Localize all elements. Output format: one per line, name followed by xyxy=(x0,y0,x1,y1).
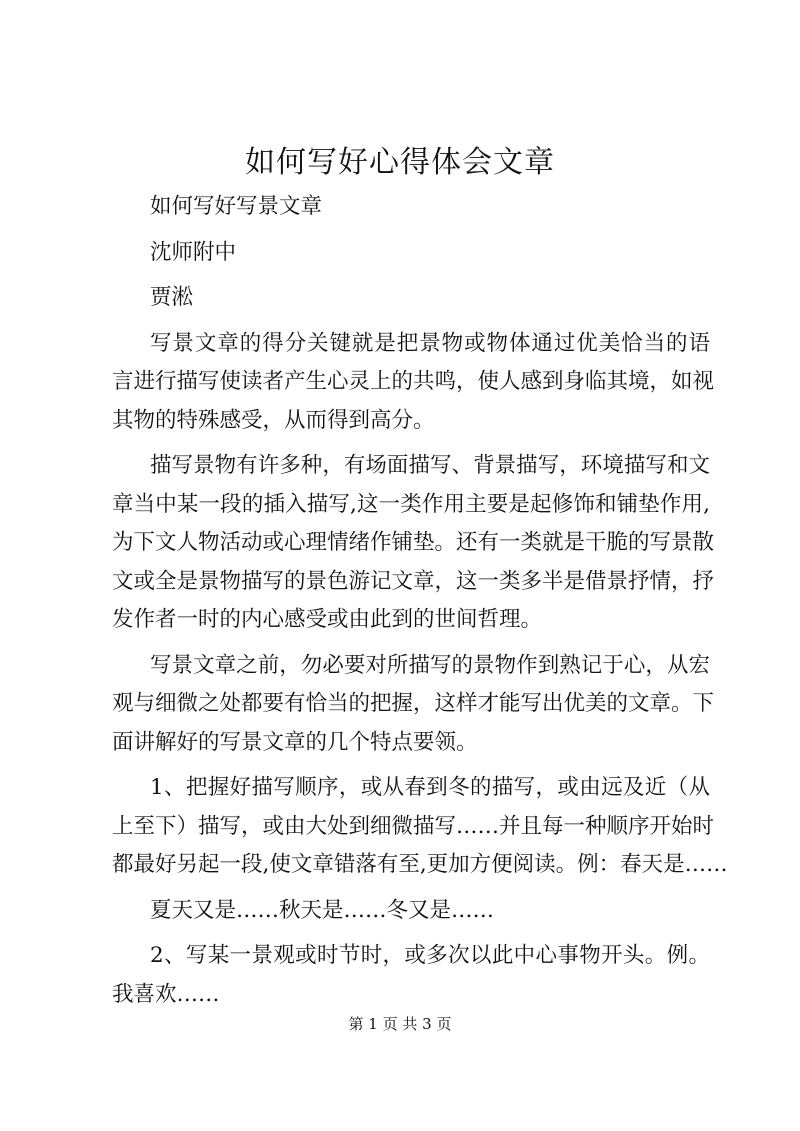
paragraph-line: 我喜欢…… xyxy=(112,981,220,1007)
document-body xyxy=(112,188,728,1014)
paragraph-line: 观与细微之处都要有恰当的把握，这样才能写出优美的文章。下 xyxy=(112,691,715,716)
page-footer: 第 1 页 共 3 页 xyxy=(348,1015,452,1033)
paragraph-3 xyxy=(112,647,715,763)
paragraph-line: 发作者一时的内心感受或由此到的世间哲理。 xyxy=(112,607,543,632)
paragraph-4 xyxy=(112,769,728,885)
paragraph-line: 夏天又是……秋天是……冬又是…… xyxy=(150,897,495,923)
paragraph-line: 写景文章的得分关键就是把景物或物体通过优美恰当的语 xyxy=(150,330,710,356)
paragraph-2 xyxy=(112,447,715,640)
document-title: 如何写好心得体会文章 xyxy=(245,145,555,180)
article-subtitle: 如何写好写景文章 xyxy=(150,194,323,219)
paragraph-line: 为下文人物活动或心理情绪作铺垫。还有一类就是干脆的写景散 xyxy=(112,530,715,555)
paragraph-line: 写景文章之前，勿必要对所描写的景物作到熟记于心，从宏 xyxy=(150,652,710,678)
paragraph-line: 都最好另起一段,使文章错落有至,更加方便阅读。例：春天是…… xyxy=(112,852,728,877)
paragraph-line: 文或全是景物描写的景色游记文章，这一类多半是借景抒情，抒 xyxy=(112,568,715,594)
paragraph-line: 章当中某一段的插入描写,这一类作用主要是起修饰和铺垫作用, xyxy=(112,491,710,517)
paragraph-line: 上至下）描写，或由大处到细微描写……并且每一种顺序开始时 xyxy=(112,813,715,839)
school-name: 沈师附中 xyxy=(150,239,237,265)
paragraph-5 xyxy=(112,892,710,931)
paragraph-line: 其物的特殊感受，从而得到高分。 xyxy=(112,407,435,433)
author-name: 贾淞 xyxy=(150,285,194,310)
paragraph-line: 描写景物有许多种，有场面描写、背景描写，环境描写和文 xyxy=(150,453,710,478)
paragraph-line: 1、把握好描写顺序，或从春到冬的描写，或由远及近（从 xyxy=(150,775,710,800)
paragraph-6 xyxy=(112,937,710,1014)
paragraph-1 xyxy=(112,325,715,441)
paragraph-line: 2、写某一景观或时节时，或多次以此中心事物开头。例。 xyxy=(150,943,710,968)
paragraph-line: 面讲解好的写景文章的几个特点要领。 xyxy=(112,729,478,755)
paragraph-line: 言进行描写使读者产生心灵上的共鸣，使人感到身临其境，如视 xyxy=(112,369,715,394)
